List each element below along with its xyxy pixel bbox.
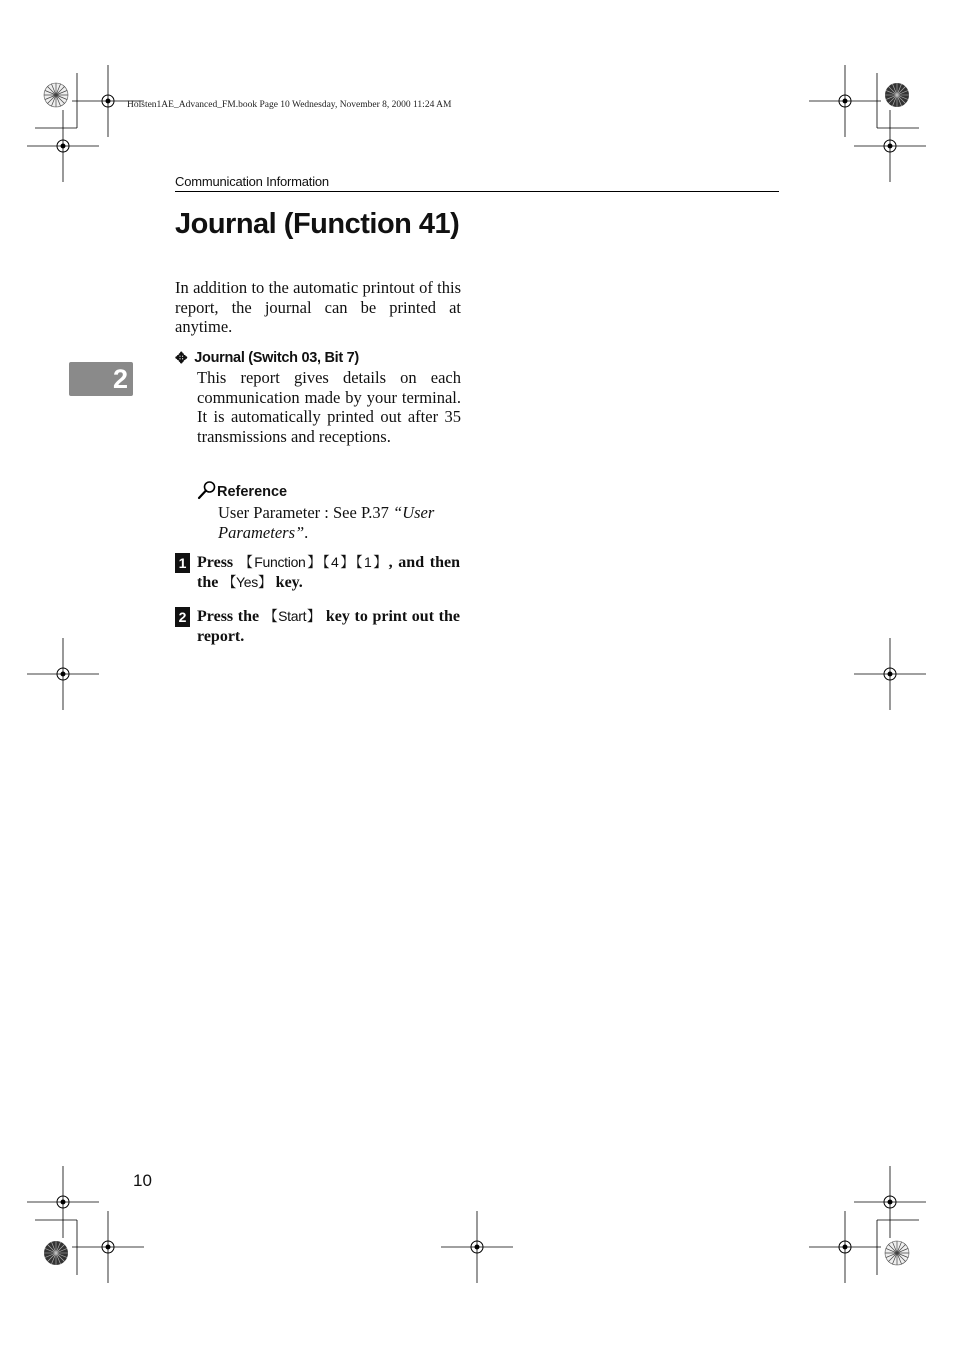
diamond-bullet-icon: ✥ xyxy=(175,349,188,367)
journal-section xyxy=(175,350,465,446)
step-2 xyxy=(175,607,465,646)
step-text xyxy=(197,607,460,646)
step-text-part: Press xyxy=(197,554,239,571)
step-text-part: key. xyxy=(271,573,303,591)
reference-link[interactable]: “User Parameters” xyxy=(218,503,435,542)
yes-key-label: 【Yes】 xyxy=(222,573,272,590)
reference-heading-text: Reference xyxy=(217,484,288,500)
chapter-number: 2 xyxy=(112,363,128,394)
step-1 xyxy=(175,553,465,592)
reference-note xyxy=(197,480,467,542)
key-4-label: 【4】 xyxy=(322,554,356,570)
reference-suffix: . xyxy=(304,522,309,542)
step-number: 1 xyxy=(175,553,190,573)
running-head: Communication Information xyxy=(175,174,779,192)
step-text-part: key to print out the report. xyxy=(197,608,461,645)
chapter-tab xyxy=(69,362,133,396)
start-key-label: 【Start】 xyxy=(263,608,322,624)
key-1-label: 【1】 xyxy=(355,554,389,570)
section-heading xyxy=(175,350,465,366)
function-key-label: 【Function】 xyxy=(238,554,323,570)
reference-text: User Parameter : See P.37 xyxy=(218,503,394,522)
page-number: 10 xyxy=(133,1171,152,1190)
intro-paragraph: In addition to the automatic printout of this report, the journal can be printed at anytime. xyxy=(175,278,461,337)
section-heading-text: Journal (Switch 03, Bit 7) xyxy=(194,350,359,366)
step-text-part: , and then the xyxy=(197,554,461,591)
section-body: This report gives details on each communication made by your terminal. It is automatically printed out after 35 transmissions and receptions. xyxy=(197,368,461,446)
magnifier-icon xyxy=(197,480,217,500)
reference-heading xyxy=(197,480,467,500)
step-number: 2 xyxy=(175,607,190,627)
print-metadata: Holsten1AE_Advanced_FM.book Page 10 Wednesday, November 8, 2000 11:24 AM xyxy=(127,100,452,110)
step-text-part: Press the xyxy=(197,608,264,625)
reference-body xyxy=(218,503,463,542)
page-title: Journal (Function 41) xyxy=(175,208,460,240)
step-text xyxy=(197,553,460,592)
